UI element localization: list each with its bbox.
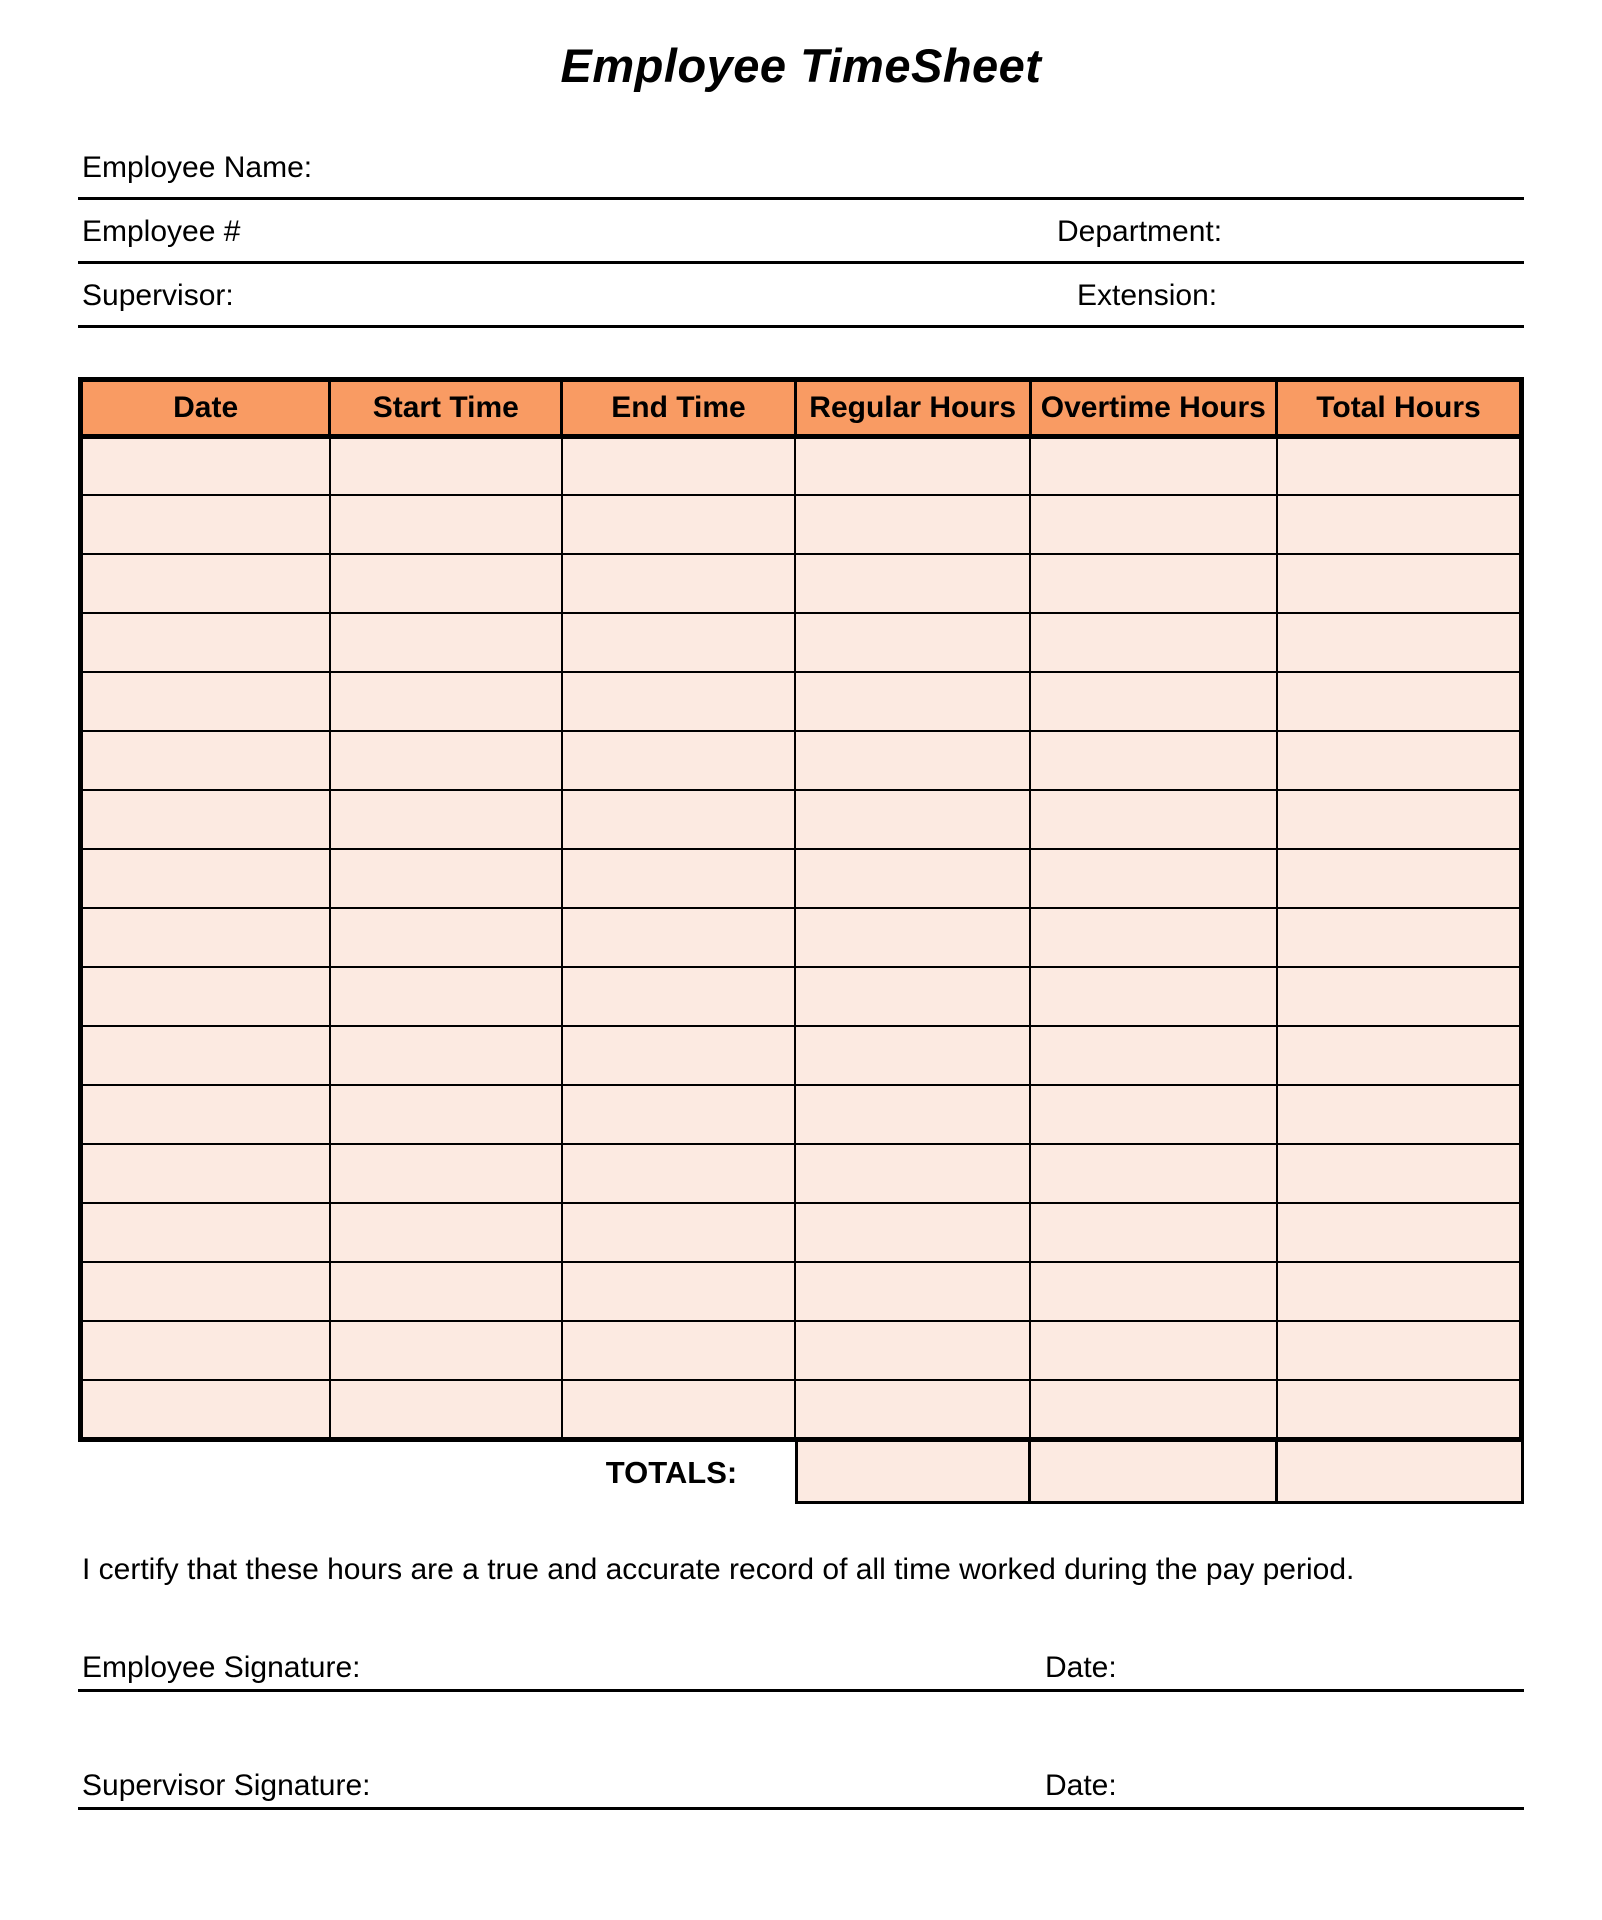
employee-number-field[interactable]: [328, 215, 1028, 249]
table-cell[interactable]: [1030, 1262, 1276, 1321]
column-header-regular-hours: Regular Hours: [795, 379, 1030, 436]
timesheet-body: [81, 436, 1522, 1439]
table-cell[interactable]: [330, 554, 562, 613]
table-cell[interactable]: [795, 1321, 1030, 1380]
table-cell[interactable]: [81, 554, 330, 613]
table-row: [81, 967, 1522, 1026]
table-cell[interactable]: [330, 613, 562, 672]
table-cell[interactable]: [562, 790, 795, 849]
table-cell[interactable]: [330, 731, 562, 790]
totals-regular-hours-cell[interactable]: [795, 1442, 1031, 1504]
table-cell[interactable]: [330, 1262, 562, 1321]
employee-date-label: Date:: [1045, 1650, 1117, 1684]
table-row: [81, 1203, 1522, 1262]
table-cell[interactable]: [1277, 1321, 1522, 1380]
table-cell[interactable]: [795, 436, 1030, 495]
timesheet-table: [78, 377, 1524, 1442]
table-cell[interactable]: [562, 1085, 795, 1144]
table-cell[interactable]: [81, 1085, 330, 1144]
table-cell[interactable]: [330, 1380, 562, 1439]
table-cell[interactable]: [330, 1026, 562, 1085]
supervisor-row: [78, 264, 1524, 328]
supervisor-signature-row: [78, 1766, 1524, 1810]
table-cell[interactable]: [330, 1144, 562, 1203]
table-cell[interactable]: [1030, 1144, 1276, 1203]
table-cell[interactable]: [1030, 1026, 1276, 1085]
totals-total-hours-cell[interactable]: [1278, 1442, 1524, 1504]
department-label: Department:: [1057, 214, 1223, 248]
table-row: [81, 554, 1522, 613]
timesheet-header: [81, 379, 1522, 436]
table-cell[interactable]: [795, 731, 1030, 790]
table-cell[interactable]: [81, 1262, 330, 1321]
table-cell[interactable]: [1030, 790, 1276, 849]
extension-label: Extension:: [1077, 278, 1218, 312]
table-cell[interactable]: [795, 1144, 1030, 1203]
table-cell[interactable]: [795, 1203, 1030, 1262]
table-row: [81, 1144, 1522, 1203]
table-cell[interactable]: [1030, 554, 1276, 613]
extension-field[interactable]: [1253, 279, 1514, 313]
table-row: [81, 1380, 1522, 1439]
table-cell[interactable]: [81, 495, 330, 554]
table-cell[interactable]: [562, 495, 795, 554]
table-row: [81, 1085, 1522, 1144]
table-cell[interactable]: [795, 790, 1030, 849]
header-row: [81, 379, 1522, 436]
table-row: [81, 1262, 1522, 1321]
table-cell[interactable]: [330, 495, 562, 554]
totals-label: TOTALS:: [605, 1454, 738, 1490]
table-cell[interactable]: [330, 1321, 562, 1380]
table-cell[interactable]: [81, 967, 330, 1026]
table-cell[interactable]: [81, 1144, 330, 1203]
supervisor-date-label: Date:: [1045, 1768, 1117, 1802]
column-header-start-time: Start Time: [330, 379, 562, 436]
table-cell[interactable]: [330, 849, 562, 908]
table-cell[interactable]: [330, 1203, 562, 1262]
table-cell[interactable]: [562, 1203, 795, 1262]
supervisor-signature-field[interactable]: [408, 1769, 1008, 1803]
table-row: [81, 849, 1522, 908]
table-cell[interactable]: [81, 1380, 330, 1439]
table-row: [81, 613, 1522, 672]
employee-name-field[interactable]: [378, 151, 1514, 185]
table-cell[interactable]: [795, 849, 1030, 908]
table-cell[interactable]: [562, 436, 795, 495]
table-cell[interactable]: [1030, 1321, 1276, 1380]
employee-signature-label: Employee Signature:: [82, 1650, 361, 1684]
table-cell[interactable]: [1030, 731, 1276, 790]
table-cell[interactable]: [1277, 495, 1522, 554]
totals-row: [78, 1442, 1524, 1504]
table-cell[interactable]: [795, 1262, 1030, 1321]
table-cell[interactable]: [1277, 790, 1522, 849]
table-cell[interactable]: [1030, 1203, 1276, 1262]
employee-name-row: [78, 136, 1524, 200]
supervisor-date-field[interactable]: [1138, 1769, 1514, 1803]
supervisor-field[interactable]: [328, 279, 1028, 313]
department-field[interactable]: [1253, 215, 1514, 249]
employee-number-row: [78, 200, 1524, 264]
table-cell[interactable]: [795, 613, 1030, 672]
table-row: [81, 731, 1522, 790]
table-cell[interactable]: [1030, 672, 1276, 731]
info-fields: [78, 136, 1524, 328]
page-title: Employee TimeSheet: [560, 39, 1042, 92]
certification-text: I certify that these hours are a true and accurate record of all time worked during the pay period.: [82, 1552, 1355, 1586]
table-row: [81, 1026, 1522, 1085]
table-cell[interactable]: [1030, 1380, 1276, 1439]
table-cell[interactable]: [1030, 613, 1276, 672]
table-cell[interactable]: [562, 967, 795, 1026]
table-cell[interactable]: [1277, 1262, 1522, 1321]
table-cell[interactable]: [330, 672, 562, 731]
supervisor-signature-label: Supervisor Signature:: [82, 1768, 371, 1802]
table-cell[interactable]: [562, 849, 795, 908]
table-cell[interactable]: [330, 908, 562, 967]
employee-number-label: Employee #: [82, 214, 241, 248]
table-cell[interactable]: [330, 1085, 562, 1144]
table-cell[interactable]: [795, 495, 1030, 554]
table-cell[interactable]: [81, 672, 330, 731]
table-cell[interactable]: [562, 613, 795, 672]
table-cell[interactable]: [1277, 554, 1522, 613]
table-cell[interactable]: [1277, 731, 1522, 790]
table-cell[interactable]: [562, 1321, 795, 1380]
employee-signature-field[interactable]: [408, 1651, 1008, 1685]
employee-signature-row: [78, 1648, 1524, 1692]
table-cell[interactable]: [1277, 849, 1522, 908]
table-cell[interactable]: [81, 436, 330, 495]
table-cell[interactable]: [81, 613, 330, 672]
table-cell[interactable]: [1030, 908, 1276, 967]
table-cell[interactable]: [1277, 908, 1522, 967]
table-row: [81, 672, 1522, 731]
table-cell[interactable]: [1277, 1026, 1522, 1085]
table-cell[interactable]: [81, 908, 330, 967]
table-cell[interactable]: [795, 672, 1030, 731]
table-cell[interactable]: [562, 1026, 795, 1085]
table-row: [81, 1321, 1522, 1380]
table-cell[interactable]: [81, 1026, 330, 1085]
employee-date-field[interactable]: [1138, 1651, 1514, 1685]
table-cell[interactable]: [81, 790, 330, 849]
table-cell[interactable]: [1277, 672, 1522, 731]
table-cell[interactable]: [562, 731, 795, 790]
table-cell[interactable]: [795, 1085, 1030, 1144]
table-cell[interactable]: [562, 1144, 795, 1203]
column-header-end-time: End Time: [562, 379, 795, 436]
column-header-overtime-hours: Overtime Hours: [1030, 379, 1276, 436]
table-cell[interactable]: [1277, 613, 1522, 672]
table-cell[interactable]: [1030, 436, 1276, 495]
table-cell[interactable]: [795, 1026, 1030, 1085]
table-cell[interactable]: [795, 554, 1030, 613]
employee-name-label: Employee Name:: [82, 150, 313, 184]
table-cell[interactable]: [562, 554, 795, 613]
table-cell[interactable]: [562, 1262, 795, 1321]
table-cell[interactable]: [795, 967, 1030, 1026]
table-cell[interactable]: [330, 436, 562, 495]
table-cell[interactable]: [81, 1321, 330, 1380]
supervisor-label: Supervisor:: [82, 278, 234, 312]
table-row: [81, 790, 1522, 849]
table-cell[interactable]: [330, 790, 562, 849]
table-cell[interactable]: [1277, 436, 1522, 495]
table-cell[interactable]: [1277, 1380, 1522, 1439]
table-cell[interactable]: [1030, 967, 1276, 1026]
table-row: [81, 436, 1522, 495]
table-cell[interactable]: [795, 908, 1030, 967]
table-cell[interactable]: [1277, 1203, 1522, 1262]
table-cell[interactable]: [795, 1380, 1030, 1439]
table-cell[interactable]: [1030, 1085, 1276, 1144]
table-cell[interactable]: [1277, 1144, 1522, 1203]
table-cell[interactable]: [562, 1380, 795, 1439]
table-row: [81, 908, 1522, 967]
table-cell[interactable]: [562, 908, 795, 967]
table-cell[interactable]: [1277, 1085, 1522, 1144]
table-cell[interactable]: [1030, 495, 1276, 554]
totals-overtime-hours-cell[interactable]: [1031, 1442, 1278, 1504]
table-cell[interactable]: [81, 1203, 330, 1262]
table-row: [81, 495, 1522, 554]
table-cell[interactable]: [1277, 967, 1522, 1026]
column-header-date: Date: [81, 379, 330, 436]
table-cell[interactable]: [562, 672, 795, 731]
table-cell[interactable]: [330, 967, 562, 1026]
table-cell[interactable]: [1030, 849, 1276, 908]
table-cell[interactable]: [81, 731, 330, 790]
column-header-total-hours: Total Hours: [1277, 379, 1522, 436]
table-cell[interactable]: [81, 849, 330, 908]
